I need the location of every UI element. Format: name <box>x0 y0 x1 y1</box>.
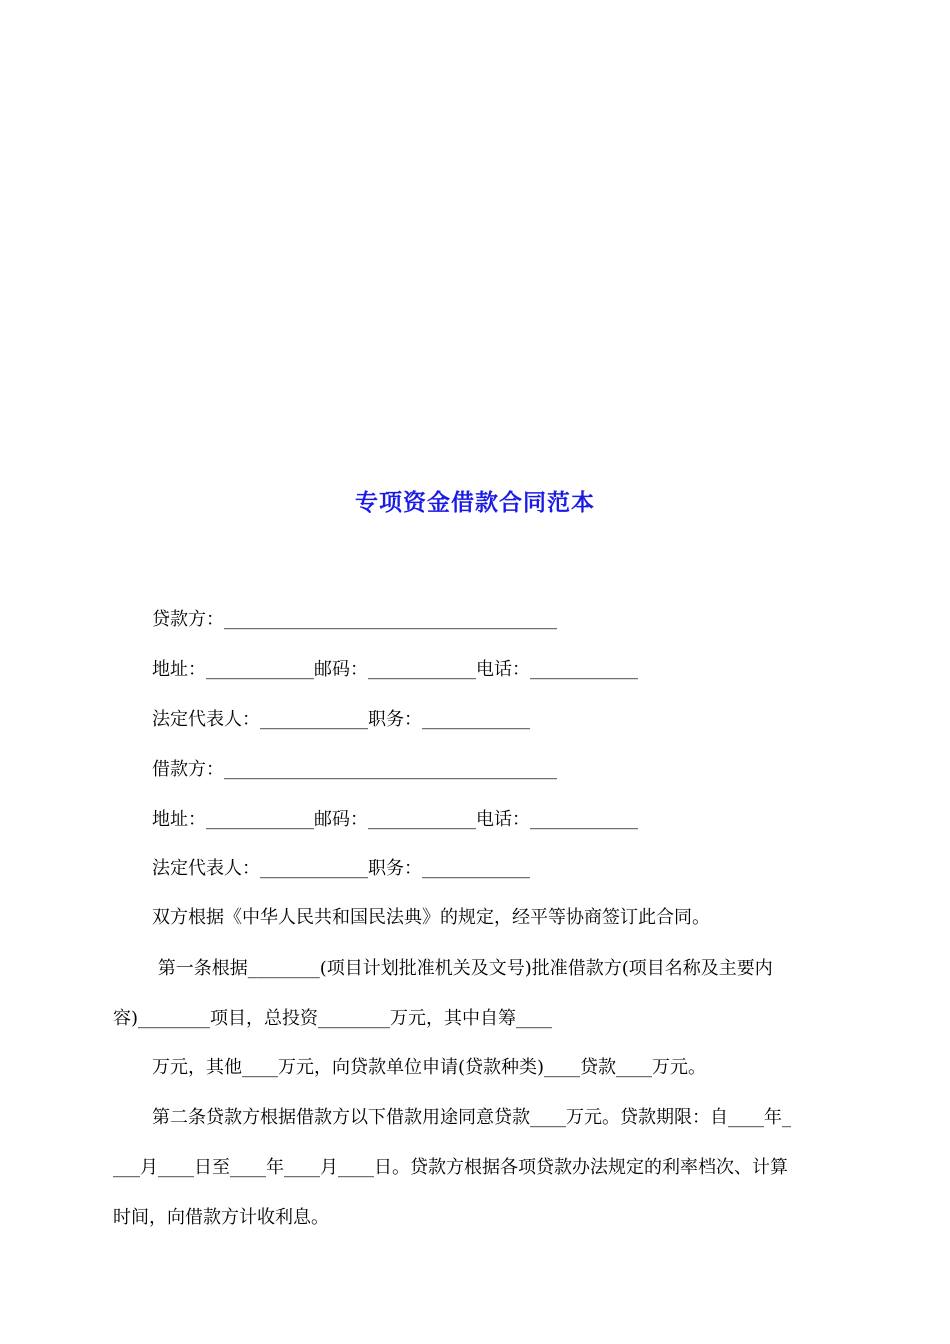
borrower-line: 借款方：_____________________________________ <box>152 759 557 780</box>
article-two-line-3: 时间，向借款方计收利息。 <box>113 1207 329 1228</box>
borrower-address-line: 地址：____________邮码：____________电话：____________ <box>152 809 638 830</box>
lender-representative-line: 法定代表人：____________职务：____________ <box>152 709 530 730</box>
borrower-representative-line: 法定代表人：____________职务：____________ <box>152 858 530 879</box>
lender-address-line: 地址：____________邮码：____________电话：____________ <box>152 659 638 680</box>
article-one-line-2: 容)________项目，总投资________万元，其中自筹____ <box>113 1008 553 1029</box>
page-title: 专项资金借款合同范本 <box>355 489 595 516</box>
preamble-line: 双方根据《中华人民共和国民法典》的规定，经平等协商签订此合同。 <box>152 907 710 928</box>
article-two-line-2: ___月____日至____年____月____日。贷款方根据各项贷款办法规定的利率档次、计算 <box>113 1157 788 1178</box>
article-one-line-1: 第一条根据________(项目计划批准机关及文号)批准借款方(项目名称及主要内 <box>152 958 773 979</box>
article-two-line-1: 第二条贷款方根据借款方以下借款用途同意贷款____万元。贷款期限：自____年_ <box>152 1107 791 1128</box>
lender-line: 贷款方：_____________________________________ <box>152 609 557 630</box>
article-one-line-3: 万元，其他____万元，向贷款单位申请(贷款种类)____贷款____万元。 <box>152 1057 707 1078</box>
